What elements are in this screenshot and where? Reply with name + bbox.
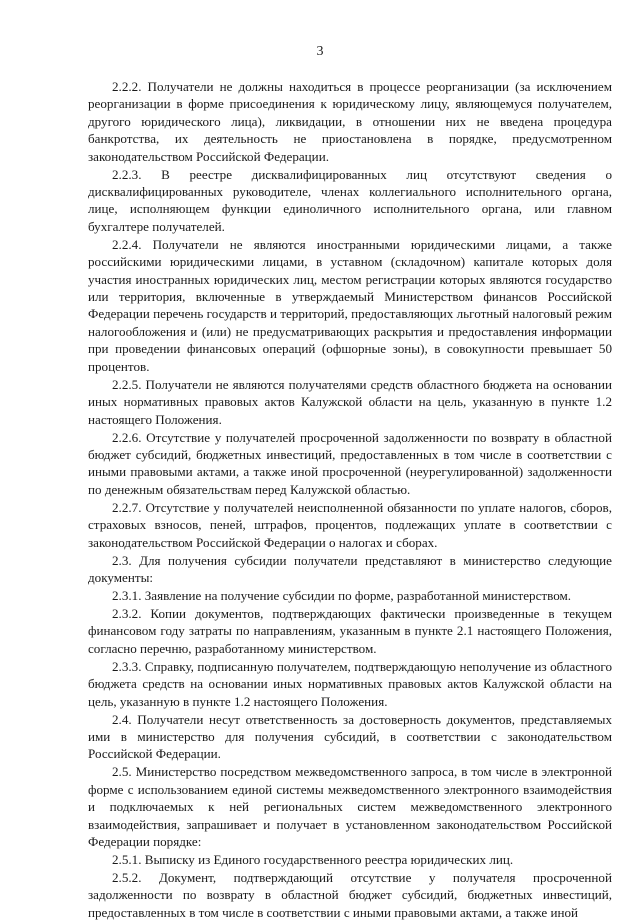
paragraph-2-5-2: 2.5.2. Документ, подтверждающий отсутствие у получателя просроченной задолженности по возврату в областной бюджет субсидий, бюджетных инвестиций, предоставленных в том числе в соответствии с иными правовыми актами, а также иной [88,870,612,920]
paragraph-2-3-1: 2.3.1. Заявление на получение субсидии по форме, разработанной министерством. [112,587,572,603]
document-body [88,78,612,921]
paragraph-2-4: 2.4. Получатели несут ответственность за достоверность документов, представляемых ими в министерство для получения субсидий, в соответствии с законодательством Российской Федерации. [88,711,612,762]
paragraph-2-3-3: 2.3.3. Справку, подписанную получателем, подтверждающую неполучение из областного бюджета средств на основании иных нормативных правовых актов Калужской области на цель, указанную в пункте 1.2 настоящего Положения. [88,658,612,709]
paragraph-2-2-5: 2.2.5. Получатели не являются получателями средств областного бюджета на основании иных нормативных правовых актов Калужской области на цель, указанную в пункте 1.2 настоящего Положения. [88,376,612,427]
paragraph-2-2-3: 2.2.3. В реестре дисквалифицированных лиц отсутствуют сведения о дисквалифицированных руководителе, членах коллегиального исполнительного органа, лице, исполняющем функции единоличного исполнительного органа, или главном бухгалтере получателей. [88,166,612,234]
paragraph-2-3-2: 2.3.2. Копии документов, подтверждающих фактически произведенные в текущем финансовом году затраты по направлениям, указанным в пункте 2.1 настоящего Положения, согласно перечню, разработанному министерством. [88,605,612,656]
paragraph-2-5: 2.5. Министерство посредством межведомственного запроса, в том числе в электронной форме с использованием единой системы межведомственного электронного взаимодействия и подключаемых к ней региональных систем межведомственного электронного взаимодействия, запрашивает и получает в установленном законодательством Российской Федерации порядке: [88,764,612,849]
paragraph-2-2-7: 2.2.7. Отсутствие у получателей неисполненной обязанности по уплате налогов, сборов, страховых взносов, пеней, штрафов, процентов, подлежащих уплате в соответствии с законодательством Российской Федерации о налогах и сборах. [88,499,612,550]
page-number: 3 [316,44,324,59]
paragraph-2-2-6: 2.2.6. Отсутствие у получателей просроченной задолженности по возврату в областной бюджет субсидий, бюджетных инвестиций, предоставленных в том числе в соответствии с иными правовыми актами, а также иной просроченной (неурегулированной) задолженности по денежным обязательствам перед Калужской областью. [88,429,612,497]
paragraph-2-5-1: 2.5.1. Выписку из Единого государственного реестра юридических лиц. [112,852,514,867]
paragraph-2-3: 2.3. Для получения субсидии получатели представляют в министерство следующие документы: [88,552,612,585]
paragraph-2-2-2: 2.2.2. Получатели не должны находиться в процессе реорганизации (за исключением реорганизации в форме присоединения к юридическому лицу, являющемуся получателем, другого юридического лица), ликвидации, в отношении них не введена процедура банкротства, их деятельность не приостановлена в порядке, предусмотренном законодательством Российской Федерации. [88,79,612,164]
paragraph-2-2-4: 2.2.4. Получатели не являются иностранными юридическими лицами, а также российскими юридическими лицами, в уставном (складочном) капитале которых доля участия иностранных юридических лиц, местом регистрации которых являются государство или территория, включенные в утверждаемый Министерством финансов Российской Федерации перечень государств и территорий, предоставляющих льготный налоговый режим налогообложения и (или) не предусматривающих раскрытия и предоставления информации при проведении финансовых операций (офшорные зоны), в совокупности превышает 50 процентов. [88,236,612,374]
